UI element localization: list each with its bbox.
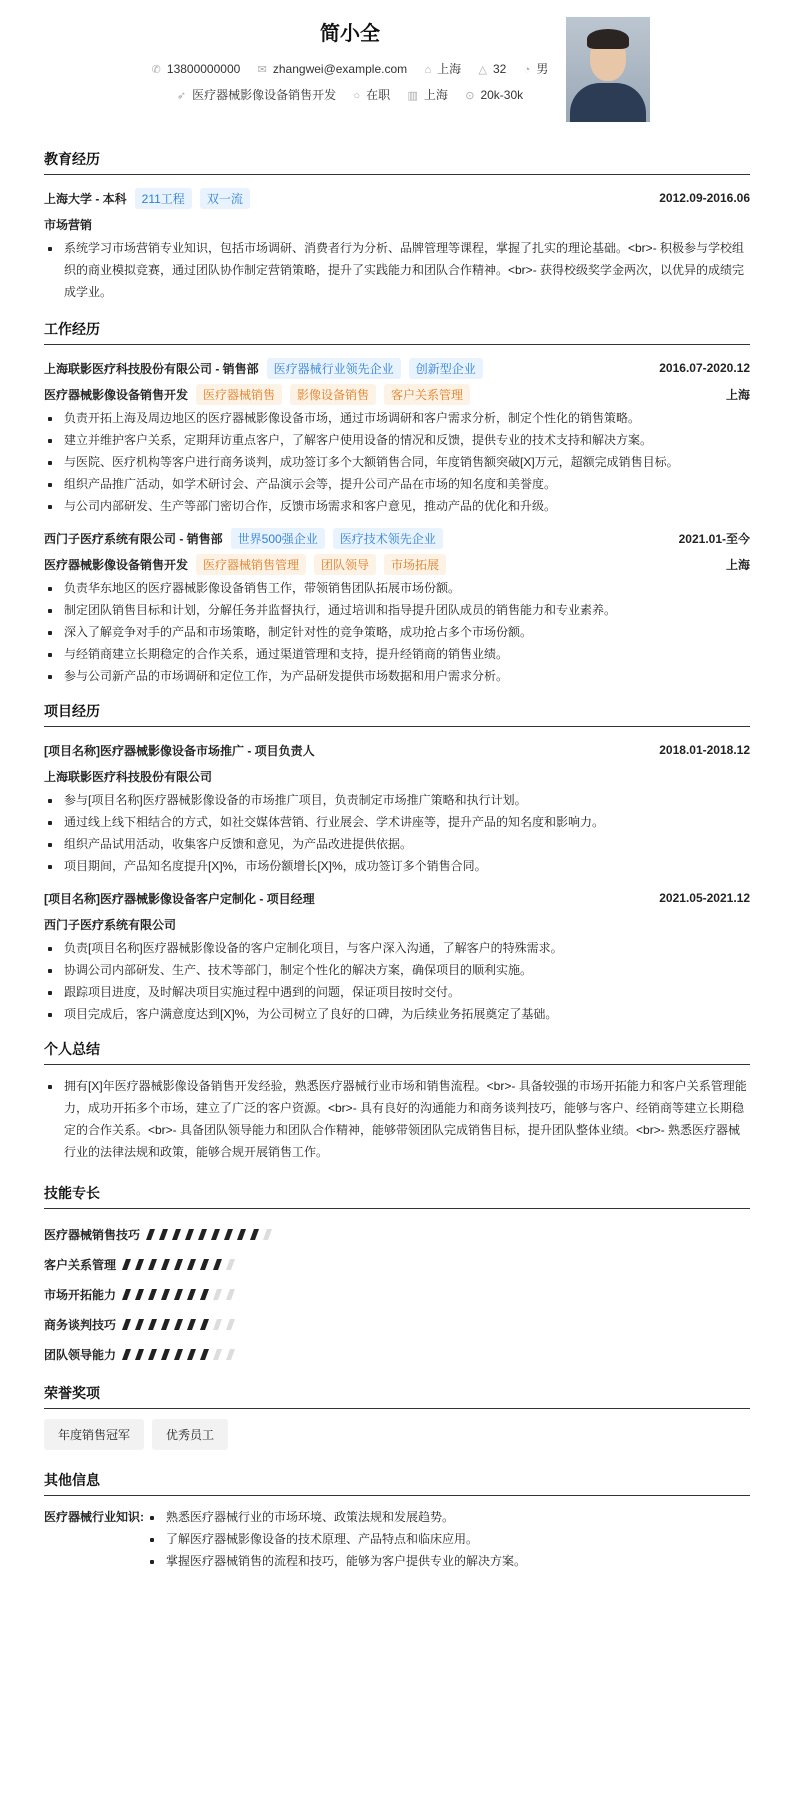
level-segment-filled bbox=[161, 1319, 170, 1330]
mail-icon: ✉ bbox=[257, 64, 267, 76]
skill-row bbox=[44, 1339, 750, 1369]
skill-level-bar bbox=[124, 1259, 241, 1270]
list-item: 建立并维护客户关系，定期拜访重点客户，了解客户使用设备的情况和反馈，提供专业的技术支持和解决方案。 bbox=[44, 429, 750, 451]
skill-name: 市场开拓能力 bbox=[44, 1287, 117, 1302]
level-segment-filled bbox=[122, 1259, 131, 1270]
level-segment-empty bbox=[213, 1349, 222, 1360]
contact-line bbox=[44, 60, 656, 77]
level-segment-filled bbox=[146, 1229, 155, 1240]
company: 西门子医疗系统有限公司 - 销售部 bbox=[44, 531, 223, 546]
salary-icon: ⊙ bbox=[465, 90, 475, 102]
skill-level-bar bbox=[124, 1289, 241, 1300]
section-title: 教育经历 bbox=[44, 149, 750, 175]
skill-name: 客户关系管理 bbox=[44, 1257, 117, 1272]
building-icon: ▥ bbox=[407, 90, 418, 102]
tag: 医疗器械行业领先企业 bbox=[267, 358, 401, 379]
company: 西门子医疗系统有限公司 bbox=[44, 917, 177, 932]
skill-row bbox=[44, 1219, 750, 1249]
company: 上海联影医疗科技股份有限公司 bbox=[44, 769, 213, 784]
company-left bbox=[44, 358, 483, 379]
tag: 211工程 bbox=[135, 188, 192, 209]
level-segment-filled bbox=[148, 1259, 157, 1270]
salary: 20k-30k bbox=[480, 88, 524, 102]
other-section bbox=[44, 1470, 750, 1572]
tag: 团队领导 bbox=[314, 554, 376, 575]
level-segment-empty bbox=[226, 1349, 235, 1360]
school: 上海大学 - 本科 bbox=[44, 191, 127, 206]
header bbox=[44, 0, 750, 135]
level-segment-filled bbox=[250, 1229, 259, 1240]
avatar-photo bbox=[566, 17, 650, 122]
other-label: 医疗器械行业知识: bbox=[44, 1510, 144, 1524]
status: 在职 bbox=[366, 88, 391, 102]
level-segment-empty bbox=[213, 1289, 222, 1300]
company-row bbox=[44, 525, 750, 551]
section-title: 技能专长 bbox=[44, 1183, 750, 1209]
skills-section bbox=[44, 1183, 750, 1369]
list-item: 与经销商建立长期稳定的合作关系，通过渠道管理和支持，提升经销商的销售业绩。 bbox=[44, 643, 750, 665]
level-segment-filled bbox=[200, 1319, 209, 1330]
role: 医疗器械影像设备销售开发 bbox=[44, 557, 189, 572]
list-item: 跟踪项目进度，及时解决项目实施过程中遇到的问题，保证项目按时交付。 bbox=[44, 981, 750, 1003]
list-item: 项目完成后，客户满意度达到[X]%，为公司树立了良好的口碑，为后续业务拓展奠定了基础。 bbox=[44, 1003, 750, 1025]
level-segment-filled bbox=[200, 1349, 209, 1360]
skill-level-bar bbox=[148, 1229, 278, 1240]
major: 市场营销 bbox=[44, 217, 93, 232]
work-item bbox=[44, 525, 750, 687]
list-item: 拥有[X]年医疗器械影像设备销售开发经验，熟悉医疗器械行业市场和销售流程。<br>- 具备较强的市场开拓能力和客户关系管理能力，成功开拓多个市场，建立了广泛的客户资源。<br>- 具有良好的沟通能力和商务谈判技巧，能够与客户、经销商等建立长期稳定的合作关系。<br>- 具备团队领导能力和团队合作精神，能够带领团队完成销售目标，提升团队整体业绩。<br>- 熟悉医疗器械行业的法律法规和政策，能够合规开展销售工作。 bbox=[44, 1075, 750, 1163]
section-title: 工作经历 bbox=[44, 319, 750, 345]
company-row bbox=[44, 911, 750, 937]
section-title: 项目经历 bbox=[44, 701, 750, 727]
status-icon: ○ bbox=[353, 90, 361, 102]
tag: 客户关系管理 bbox=[384, 384, 470, 405]
list-item: 制定团队销售目标和计划，分解任务并监督执行，通过培训和指导提升团队成员的销售能力和专业素养。 bbox=[44, 599, 750, 621]
list-item: 负责华东地区的医疗器械影像设备销售工作，带领销售团队拓展市场份额。 bbox=[44, 577, 750, 599]
gender-icon: ◔ bbox=[523, 64, 531, 76]
level-segment-filled bbox=[135, 1319, 144, 1330]
summary-section bbox=[44, 1039, 750, 1163]
email: zhangwei@example.com bbox=[272, 62, 408, 76]
list-item: 掌握医疗器械销售的流程和技巧，能够为客户提供专业的解决方案。 bbox=[146, 1550, 526, 1572]
level-segment-filled bbox=[198, 1229, 207, 1240]
skill-name: 医疗器械销售技巧 bbox=[44, 1227, 141, 1242]
level-segment-filled bbox=[187, 1349, 196, 1360]
city: 上海 bbox=[437, 62, 462, 76]
level-segment-filled bbox=[135, 1349, 144, 1360]
skill-row bbox=[44, 1279, 750, 1309]
resume bbox=[44, 0, 750, 1572]
send-icon: ➶ bbox=[176, 90, 187, 102]
company-row bbox=[44, 763, 750, 789]
skill-level-bar bbox=[124, 1319, 241, 1330]
bullet-list bbox=[44, 577, 750, 687]
bullet-list bbox=[44, 407, 750, 517]
level-segment-filled bbox=[174, 1259, 183, 1270]
company-left bbox=[44, 528, 443, 549]
name: 简小全 bbox=[320, 23, 380, 45]
company-row bbox=[44, 355, 750, 381]
level-segment-filled bbox=[161, 1259, 170, 1270]
role: 医疗器械影像设备销售开发 bbox=[44, 387, 189, 402]
job-line bbox=[44, 86, 656, 103]
list-item: 系统学习市场营销专业知识，包括市场调研、消费者行为分析、品牌管理等课程，掌握了扎实的理论基础。<br>- 积极参与学校组织的商业模拟竞赛，通过团队协作制定营销策略，提升了实践能力和团队合作精神。<br>- 获得校级奖学金两次，以优异的成绩完成学业。 bbox=[44, 237, 750, 303]
tag: 世界500强企业 bbox=[231, 528, 325, 549]
level-segment-filled bbox=[172, 1229, 181, 1240]
award-badge: 年度销售冠军 bbox=[44, 1419, 144, 1450]
project-row bbox=[44, 885, 750, 911]
skill-row bbox=[44, 1249, 750, 1279]
tag: 市场拓展 bbox=[384, 554, 446, 575]
role-row bbox=[44, 551, 750, 577]
home-icon: ⌂ bbox=[424, 64, 432, 76]
level-segment-filled bbox=[159, 1229, 168, 1240]
level-segment-filled bbox=[211, 1229, 220, 1240]
level-segment-filled bbox=[122, 1349, 131, 1360]
skill-name: 商务谈判技巧 bbox=[44, 1317, 117, 1332]
bullet-list bbox=[44, 789, 750, 877]
level-segment-filled bbox=[224, 1229, 233, 1240]
tag: 医疗技术领先企业 bbox=[333, 528, 443, 549]
level-segment-filled bbox=[187, 1289, 196, 1300]
level-segment-filled bbox=[213, 1259, 222, 1270]
work-item bbox=[44, 355, 750, 517]
company: 上海联影医疗科技股份有限公司 - 销售部 bbox=[44, 361, 259, 376]
level-segment-filled bbox=[122, 1319, 131, 1330]
list-item: 项目期间，产品知名度提升[X]%，市场份额增长[X]%，成功签订多个销售合同。 bbox=[44, 855, 750, 877]
level-segment-empty bbox=[263, 1229, 272, 1240]
phone-icon: ✆ bbox=[151, 64, 161, 76]
list-item: 参与公司新产品的市场调研和定位工作，为产品研发提供市场数据和用户需求分析。 bbox=[44, 665, 750, 687]
phone: 13800000000 bbox=[166, 62, 241, 76]
level-segment-filled bbox=[161, 1349, 170, 1360]
city: 上海 bbox=[725, 387, 750, 402]
skill-level-bar bbox=[124, 1349, 241, 1360]
section-title: 个人总结 bbox=[44, 1039, 750, 1065]
list-item: 与医院、医疗机构等客户进行商务谈判，成功签订多个大额销售合同，年度销售额突破[X]万元，超额完成销售目标。 bbox=[44, 451, 750, 473]
list-item: 了解医疗器械影像设备的技术原理、产品特点和临床应用。 bbox=[146, 1528, 526, 1550]
project-item bbox=[44, 885, 750, 1025]
date: 2021.05-2021.12 bbox=[659, 891, 750, 905]
list-item: 协调公司内部研发、生产、技术等部门，制定个性化的解决方案，确保项目的顺利实施。 bbox=[44, 959, 750, 981]
skill-name: 团队领导能力 bbox=[44, 1347, 117, 1362]
list-item: 与公司内部研发、生产等部门密切合作，反馈市场需求和客户意见，推动产品的优化和升级。 bbox=[44, 495, 750, 517]
project-row bbox=[44, 737, 750, 763]
skill-row bbox=[44, 1309, 750, 1339]
list-item: 深入了解竞争对手的产品和市场策略，制定针对性的竞争策略，成功抢占多个市场份额。 bbox=[44, 621, 750, 643]
level-segment-filled bbox=[185, 1229, 194, 1240]
project-name: [项目名称]医疗器械影像设备市场推广 - 项目负责人 bbox=[44, 743, 315, 758]
level-segment-filled bbox=[135, 1289, 144, 1300]
tag: 影像设备销售 bbox=[290, 384, 376, 405]
level-segment-filled bbox=[200, 1259, 209, 1270]
gender: 男 bbox=[536, 62, 549, 76]
role-row bbox=[44, 381, 750, 407]
list-item: 组织产品推广活动，如学术研讨会、产品演示会等，提升公司产品在市场的知名度和美誉度。 bbox=[44, 473, 750, 495]
awards-section bbox=[44, 1383, 750, 1450]
level-segment-filled bbox=[200, 1289, 209, 1300]
city: 上海 bbox=[725, 557, 750, 572]
level-segment-filled bbox=[237, 1229, 246, 1240]
project-name: [项目名称]医疗器械影像设备客户定制化 - 项目经理 bbox=[44, 891, 315, 906]
age-icon: △ bbox=[478, 64, 487, 76]
list-item: 负责开拓上海及周边地区的医疗器械影像设备市场，通过市场调研和客户需求分析，制定个性化的销售策略。 bbox=[44, 407, 750, 429]
level-segment-filled bbox=[187, 1259, 196, 1270]
bullet-list bbox=[44, 937, 750, 1025]
section-title: 其他信息 bbox=[44, 1470, 750, 1496]
tag: 创新型企业 bbox=[409, 358, 483, 379]
role-left bbox=[44, 384, 470, 405]
level-segment-filled bbox=[148, 1289, 157, 1300]
work-section bbox=[44, 319, 750, 687]
project-section bbox=[44, 701, 750, 1025]
job: 医疗器械影像设备销售开发 bbox=[192, 88, 337, 102]
level-segment-filled bbox=[122, 1289, 131, 1300]
award-badge: 优秀员工 bbox=[152, 1419, 228, 1450]
date: 2012.09-2016.06 bbox=[659, 191, 750, 205]
list-item: 负责[项目名称]医疗器械影像设备的客户定制化项目，与客户深入沟通，了解客户的特殊需求。 bbox=[44, 937, 750, 959]
level-segment-filled bbox=[135, 1259, 144, 1270]
level-segment-filled bbox=[174, 1289, 183, 1300]
list-item: 通过线上线下相结合的方式，如社交媒体营销、行业展会、学术讲座等，提升产品的知名度和影响力。 bbox=[44, 811, 750, 833]
list-item: 参与[项目名称]医疗器械影像设备的市场推广项目，负责制定市场推广策略和执行计划。 bbox=[44, 789, 750, 811]
role-left bbox=[44, 554, 446, 575]
tag: 双一流 bbox=[200, 188, 250, 209]
date: 2018.01-2018.12 bbox=[659, 743, 750, 757]
level-segment-empty bbox=[226, 1319, 235, 1330]
level-segment-filled bbox=[148, 1349, 157, 1360]
level-segment-empty bbox=[226, 1259, 235, 1270]
education-section bbox=[44, 149, 750, 303]
level-segment-filled bbox=[187, 1319, 196, 1330]
age: 32 bbox=[492, 62, 507, 76]
date: 2021.01-至今 bbox=[678, 531, 750, 546]
list-item: 组织产品试用活动，收集客户反馈和意见，为产品改进提供依据。 bbox=[44, 833, 750, 855]
project-item bbox=[44, 737, 750, 877]
target-city: 上海 bbox=[423, 88, 448, 102]
level-segment-filled bbox=[148, 1319, 157, 1330]
list-item: 熟悉医疗器械行业的市场环境、政策法规和发展趋势。 bbox=[146, 1506, 526, 1528]
level-segment-empty bbox=[213, 1319, 222, 1330]
date: 2016.07-2020.12 bbox=[659, 361, 750, 375]
level-segment-filled bbox=[174, 1349, 183, 1360]
section-title: 荣誉奖项 bbox=[44, 1383, 750, 1409]
level-segment-empty bbox=[226, 1289, 235, 1300]
level-segment-filled bbox=[161, 1289, 170, 1300]
tag: 医疗器械销售 bbox=[196, 384, 282, 405]
tag: 医疗器械销售管理 bbox=[196, 554, 306, 575]
level-segment-filled bbox=[174, 1319, 183, 1330]
